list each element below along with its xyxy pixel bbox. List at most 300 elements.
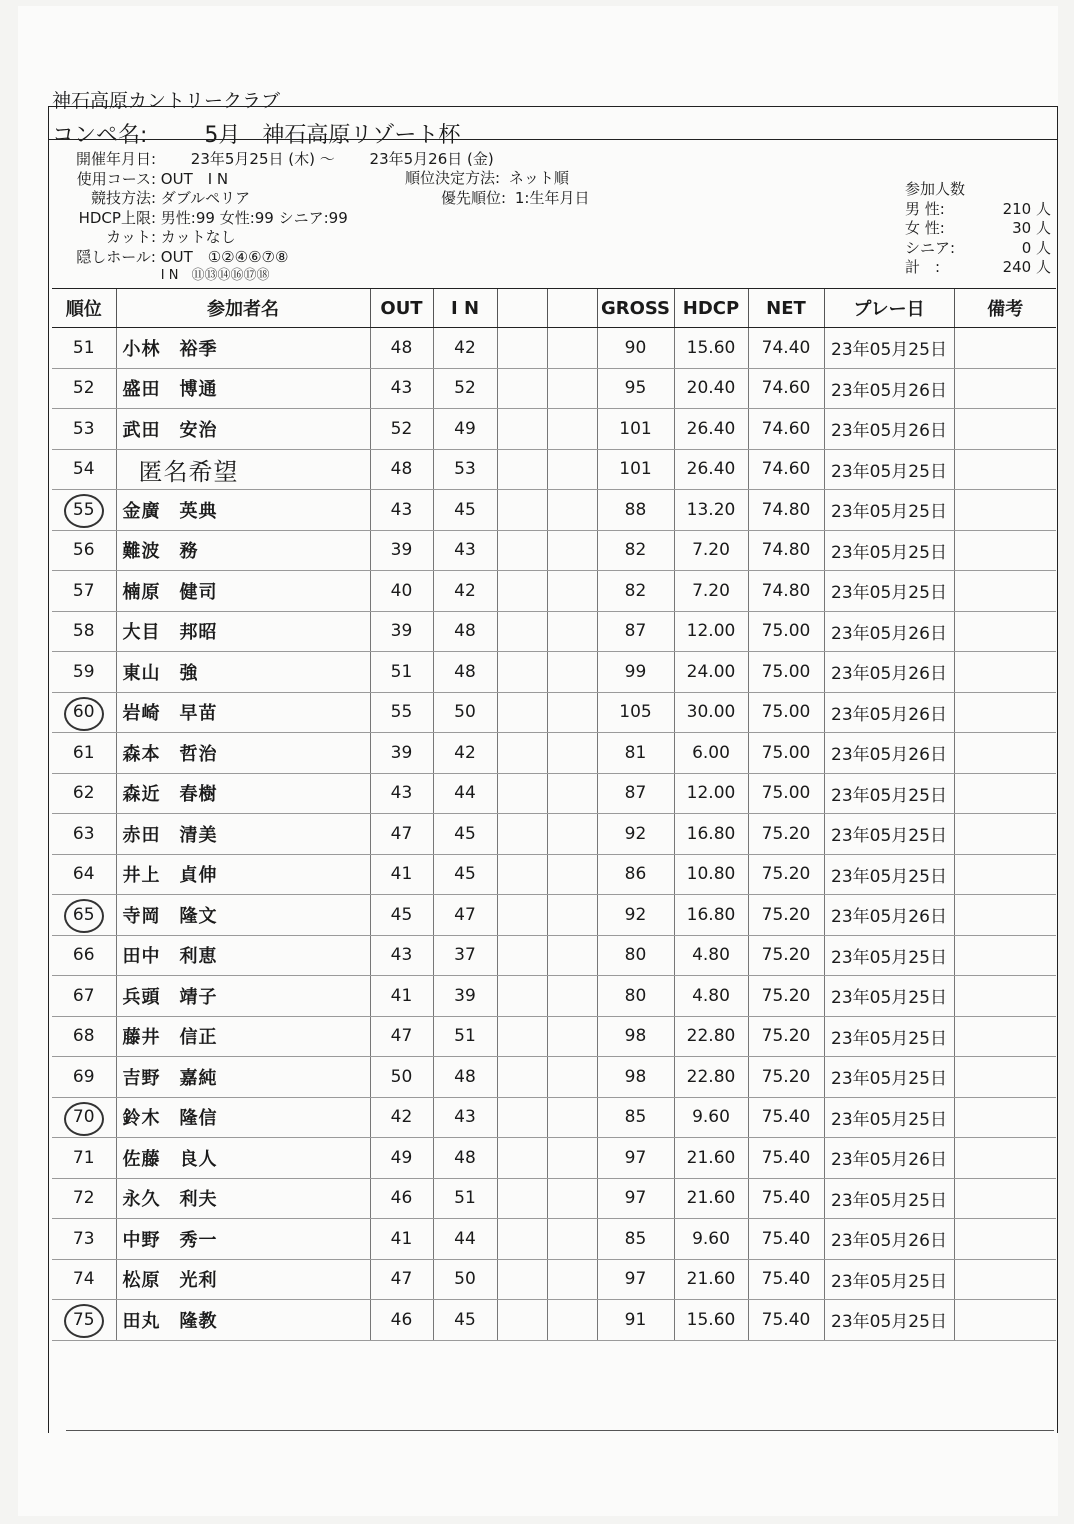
hdcp-text: 9.60	[692, 1228, 730, 1249]
in-score-text: 48	[454, 1066, 476, 1087]
play-date-text: 23年05月26日	[831, 664, 947, 685]
priority-label: 優先順位:	[441, 188, 507, 207]
column-header: HDCP	[674, 289, 748, 328]
female-count: 30 人	[1012, 219, 1051, 237]
in-score-text: 52	[454, 378, 476, 399]
remarks-cell	[954, 976, 1056, 1017]
in-score-text: 49	[454, 418, 476, 439]
empty-cell	[547, 935, 597, 976]
net-cell	[748, 895, 824, 936]
name-cell	[116, 814, 370, 855]
gross-text: 92	[624, 904, 647, 925]
hdcp-text: 21.60	[686, 1147, 736, 1168]
gross-text: 87	[624, 783, 647, 804]
rank-text: 66	[72, 945, 95, 966]
out-score-cell	[370, 328, 433, 369]
net-cell	[748, 692, 824, 733]
play-date-text: 23年05月26日	[831, 1231, 947, 1252]
hdcp-cell	[674, 652, 748, 693]
empty-cell	[497, 1138, 547, 1179]
out-score-text: 43	[390, 783, 413, 804]
net-text: 75.00	[761, 783, 811, 804]
remarks-cell	[954, 692, 1056, 733]
out-score-text: 46	[390, 1188, 413, 1209]
hdcp-text: 26.40	[686, 459, 736, 480]
empty-cell	[547, 409, 597, 450]
empty-cell	[547, 368, 597, 409]
play-date-text: 23年05月25日	[831, 1109, 947, 1130]
gross-text: 80	[624, 985, 647, 1006]
in-score-cell	[433, 328, 497, 369]
play-date-text: 23年05月26日	[831, 907, 947, 928]
out-score-text: 41	[390, 1228, 413, 1249]
empty-cell	[497, 652, 547, 693]
hdcp-cell	[674, 976, 748, 1017]
gross-text: 86	[624, 864, 647, 885]
net-cell	[748, 490, 824, 531]
header-row	[52, 289, 1056, 328]
out-score-text: 41	[390, 985, 413, 1006]
footer-line	[66, 1430, 1054, 1431]
table-row	[52, 733, 1056, 774]
out-score-cell	[370, 935, 433, 976]
empty-cell	[547, 895, 597, 936]
in-score-text: 48	[454, 1147, 476, 1168]
participants-box	[905, 180, 1051, 278]
name-text: 藤井 信正	[122, 1027, 218, 1049]
net-cell	[748, 449, 824, 490]
empty-cell	[547, 1057, 597, 1098]
empty-cell	[547, 1097, 597, 1138]
rank-text: 73	[72, 1228, 95, 1249]
gross-cell	[597, 328, 674, 369]
method-value: ダブルペリア	[160, 189, 251, 207]
out-score-text: 49	[390, 1147, 413, 1168]
name-cell	[116, 1259, 370, 1300]
gross-text: 85	[624, 1228, 647, 1249]
hdcp-text: 9.60	[692, 1107, 730, 1128]
in-score-text: 47	[454, 904, 476, 925]
play-date-text: 23年05月25日	[831, 542, 947, 563]
in-score-text: 44	[454, 783, 476, 804]
ranking-value: ネット順	[508, 169, 569, 187]
column-header: GROSS	[597, 289, 674, 328]
gross-text: 92	[624, 823, 647, 844]
column-header: OUT	[370, 289, 433, 328]
play-date-text: 23年05月26日	[831, 1150, 947, 1171]
hdcp-cell	[674, 1219, 748, 1260]
play-date-text: 23年05月26日	[831, 380, 947, 401]
remarks-cell	[954, 1057, 1056, 1098]
table-row	[52, 368, 1056, 409]
rank-text: 65	[72, 904, 95, 925]
play-date-text: 23年05月25日	[831, 1312, 947, 1333]
date-from: 23年5月25日 (木) ～	[190, 150, 335, 168]
net-cell	[748, 976, 824, 1017]
net-text: 75.20	[761, 945, 811, 966]
play-date-cell	[824, 976, 954, 1017]
out-score-cell	[370, 814, 433, 855]
net-text: 75.40	[761, 1107, 811, 1128]
hdcp-text: 21.60	[686, 1269, 736, 1290]
play-date-text: 23年05月25日	[831, 1271, 947, 1292]
play-date-cell	[824, 692, 954, 733]
table-row	[52, 571, 1056, 612]
net-text: 75.00	[761, 661, 811, 682]
total-count: 240 人	[1002, 258, 1051, 276]
remarks-cell	[954, 1259, 1056, 1300]
table-row	[52, 773, 1056, 814]
in-score-cell	[433, 1138, 497, 1179]
gross-cell	[597, 490, 674, 531]
gross-cell	[597, 530, 674, 571]
remarks-cell	[954, 328, 1056, 369]
net-cell	[748, 1259, 824, 1300]
net-text: 75.20	[761, 864, 811, 885]
table-row	[52, 1138, 1056, 1179]
in-score-cell	[433, 409, 497, 450]
out-score-text: 46	[390, 1309, 413, 1330]
name-text: 大目 邦昭	[122, 622, 218, 644]
name-cell	[116, 571, 370, 612]
table-row	[52, 328, 1056, 369]
remarks-cell	[954, 449, 1056, 490]
method-label: 競技方法:	[90, 189, 156, 207]
hidden-holes-out: OUT ①②④⑥⑦⑧	[160, 247, 289, 266]
play-date-cell	[824, 1057, 954, 1098]
out-score-text: 43	[390, 499, 413, 520]
remarks-cell	[954, 1016, 1056, 1057]
in-score-text: 51	[454, 1026, 476, 1047]
gross-text: 85	[624, 1107, 647, 1128]
rank-text: 72	[72, 1188, 95, 1209]
rank-cell	[52, 733, 116, 774]
column-header	[497, 289, 547, 328]
hdcp-cell	[674, 530, 748, 571]
rank-cell	[52, 611, 116, 652]
in-score-cell	[433, 652, 497, 693]
net-cell	[748, 368, 824, 409]
play-date-text: 23年05月25日	[831, 866, 947, 887]
name-text: 松原 光利	[122, 1270, 218, 1292]
out-score-text: 39	[390, 621, 413, 642]
remarks-cell	[954, 854, 1056, 895]
play-date-text: 23年05月25日	[831, 947, 947, 968]
rank-text: 69	[72, 1066, 95, 1087]
remarks-cell	[954, 935, 1056, 976]
play-date-cell	[824, 1016, 954, 1057]
play-date-cell	[824, 530, 954, 571]
name-text: 楠原 健司	[122, 581, 218, 603]
empty-cell	[497, 976, 547, 1017]
net-text: 75.20	[761, 1026, 811, 1047]
name-cell	[116, 652, 370, 693]
net-cell	[748, 1138, 824, 1179]
empty-cell	[547, 854, 597, 895]
competition-name: 5月 神石高原リゾート杯	[204, 123, 461, 148]
name-text: 森本 哲治	[122, 743, 218, 765]
rank-cell	[52, 1057, 116, 1098]
gross-cell	[597, 1097, 674, 1138]
table-row	[52, 814, 1056, 855]
out-score-cell	[370, 1300, 433, 1341]
out-score-text: 39	[390, 742, 413, 763]
in-score-text: 42	[454, 337, 476, 358]
net-cell	[748, 935, 824, 976]
name-text: 佐藤 良人	[122, 1148, 218, 1170]
play-date-cell	[824, 895, 954, 936]
gross-text: 98	[624, 1066, 647, 1087]
hdcp-cell	[674, 1057, 748, 1098]
out-score-cell	[370, 1219, 433, 1260]
remarks-cell	[954, 409, 1056, 450]
play-date-cell	[824, 1178, 954, 1219]
gross-cell	[597, 814, 674, 855]
name-cell	[116, 733, 370, 774]
rank-text: 56	[72, 540, 95, 561]
remarks-cell	[954, 1300, 1056, 1341]
rank-cell	[52, 652, 116, 693]
cut-value: カットなし	[160, 228, 236, 246]
participants-title: 参加人数	[905, 180, 966, 198]
date-to: 23年5月26日 (金)	[369, 150, 494, 168]
gross-text: 97	[624, 1147, 647, 1168]
empty-cell	[497, 530, 547, 571]
hdcp-text: 16.80	[686, 904, 736, 925]
rank-text: 55	[72, 499, 95, 520]
total-label: 計 :	[905, 258, 941, 276]
rank-cell	[52, 1219, 116, 1260]
hdcp-cell	[674, 733, 748, 774]
play-date-cell	[824, 733, 954, 774]
hdcp-cell	[674, 571, 748, 612]
in-score-cell	[433, 976, 497, 1017]
in-score-cell	[433, 1097, 497, 1138]
senior-count: 0 人	[1021, 238, 1051, 257]
out-score-text: 51	[390, 661, 413, 682]
hdcp-cell	[674, 854, 748, 895]
net-cell	[748, 409, 824, 450]
remarks-cell	[954, 652, 1056, 693]
gross-cell	[597, 611, 674, 652]
table-row	[52, 530, 1056, 571]
rank-text: 54	[72, 459, 95, 480]
in-score-text: 51	[454, 1188, 476, 1209]
table-row	[52, 692, 1056, 733]
net-cell	[748, 652, 824, 693]
rank-text: 70	[72, 1107, 95, 1128]
play-date-cell	[824, 449, 954, 490]
empty-cell	[497, 409, 547, 450]
play-date-cell	[824, 1300, 954, 1341]
hdcp-text: 7.20	[692, 580, 730, 601]
rank-text: 63	[72, 823, 95, 844]
in-score-text: 53	[454, 459, 476, 480]
play-date-text: 23年05月25日	[831, 340, 947, 361]
out-score-cell	[370, 773, 433, 814]
table-row	[52, 1300, 1056, 1341]
net-text: 74.60	[761, 459, 811, 480]
in-score-text: 48	[454, 621, 476, 642]
gross-text: 101	[619, 459, 652, 480]
out-score-cell	[370, 1097, 433, 1138]
net-text: 74.60	[761, 378, 811, 399]
name-cell	[116, 773, 370, 814]
name-cell	[116, 1300, 370, 1341]
empty-cell	[547, 611, 597, 652]
course-label: 使用コース:	[76, 169, 156, 188]
hdcp-cell	[674, 490, 748, 531]
gross-cell	[597, 976, 674, 1017]
table-row	[52, 935, 1056, 976]
hdcp-text: 22.80	[686, 1066, 736, 1087]
name-cell	[116, 1057, 370, 1098]
empty-cell	[497, 773, 547, 814]
out-score-cell	[370, 1259, 433, 1300]
gross-text: 95	[624, 378, 647, 399]
out-score-cell	[370, 409, 433, 450]
net-cell	[748, 328, 824, 369]
rank-cell	[52, 328, 116, 369]
gross-text: 82	[624, 580, 647, 601]
gross-cell	[597, 733, 674, 774]
rank-cell	[52, 814, 116, 855]
hdcp-cell	[674, 1300, 748, 1341]
male-count: 210 人	[1002, 199, 1051, 218]
hdcp-cell	[674, 409, 748, 450]
rank-text: 51	[72, 337, 95, 358]
empty-cell	[497, 854, 547, 895]
rank-cell	[52, 854, 116, 895]
name-text: 金廣 英典	[122, 500, 218, 522]
hdcp-text: 21.60	[686, 1188, 736, 1209]
name-text: 田中 利恵	[122, 946, 218, 968]
name-cell	[116, 328, 370, 369]
in-score-cell	[433, 571, 497, 612]
net-text: 75.00	[761, 621, 811, 642]
rank-cell	[52, 976, 116, 1017]
name-text: 赤田 清美	[122, 824, 218, 846]
table-row	[52, 409, 1056, 450]
date-label: 開催年月日:	[75, 150, 156, 168]
name-text: 中野 秀一	[122, 1229, 218, 1251]
out-score-cell	[370, 1178, 433, 1219]
gross-cell	[597, 449, 674, 490]
play-date-cell	[824, 490, 954, 531]
name-cell	[116, 935, 370, 976]
in-score-text: 43	[454, 1107, 476, 1128]
gross-cell	[597, 571, 674, 612]
hdcp-cell	[674, 328, 748, 369]
in-score-text: 50	[454, 702, 476, 723]
empty-cell	[497, 611, 547, 652]
empty-cell	[497, 935, 547, 976]
gross-text: 90	[624, 337, 647, 358]
in-score-cell	[433, 1219, 497, 1260]
gross-cell	[597, 409, 674, 450]
out-score-cell	[370, 733, 433, 774]
column-header: 参加者名	[116, 289, 370, 328]
play-date-cell	[824, 854, 954, 895]
in-score-text: 45	[454, 864, 476, 885]
name-cell	[116, 449, 370, 490]
play-date-text: 23年05月25日	[831, 1190, 947, 1211]
empty-cell	[547, 1259, 597, 1300]
rank-cell	[52, 773, 116, 814]
out-score-cell	[370, 449, 433, 490]
gross-text: 81	[624, 742, 647, 763]
gross-cell	[597, 895, 674, 936]
gross-cell	[597, 368, 674, 409]
senior-label: シニア:	[905, 238, 956, 257]
net-text: 75.40	[761, 1269, 811, 1290]
net-text: 75.00	[761, 702, 811, 723]
gross-cell	[597, 1138, 674, 1179]
play-date-cell	[824, 328, 954, 369]
gross-text: 98	[624, 1026, 647, 1047]
name-text: 井上 貞伸	[122, 865, 218, 887]
competition-label: コンペ名:	[52, 123, 148, 148]
play-date-text: 23年05月25日	[831, 1069, 947, 1090]
out-score-cell	[370, 854, 433, 895]
empty-cell	[547, 530, 597, 571]
name-text: 兵頭 靖子	[122, 986, 218, 1008]
net-text: 75.40	[761, 1188, 811, 1209]
in-score-cell	[433, 935, 497, 976]
table-row	[52, 1219, 1056, 1260]
rank-text: 67	[72, 985, 95, 1006]
empty-cell	[497, 1097, 547, 1138]
hdcp-text: 16.80	[686, 823, 736, 844]
in-score-text: 39	[454, 985, 476, 1006]
in-score-cell	[433, 368, 497, 409]
play-date-cell	[824, 1219, 954, 1260]
hand-drawn-circle-mark	[64, 494, 104, 528]
rank-text: 58	[72, 621, 95, 642]
in-score-text: 45	[454, 499, 476, 520]
out-score-text: 42	[390, 1107, 413, 1128]
in-score-cell	[433, 692, 497, 733]
name-cell	[116, 1138, 370, 1179]
empty-cell	[547, 328, 597, 369]
table-row	[52, 1097, 1056, 1138]
in-score-text: 50	[454, 1269, 476, 1290]
remarks-cell	[954, 490, 1056, 531]
net-text: 75.20	[761, 985, 811, 1006]
net-cell	[748, 1300, 824, 1341]
out-score-cell	[370, 368, 433, 409]
column-header	[547, 289, 597, 328]
remarks-cell	[954, 733, 1056, 774]
net-text: 75.20	[761, 1066, 811, 1087]
rank-cell	[52, 449, 116, 490]
hand-drawn-circle-mark	[64, 1304, 104, 1338]
table-row	[52, 449, 1056, 490]
gross-cell	[597, 1057, 674, 1098]
hdcp-cell	[674, 814, 748, 855]
play-date-text: 23年05月25日	[831, 785, 947, 806]
divider	[48, 139, 1058, 140]
remarks-cell	[954, 368, 1056, 409]
rank-cell	[52, 1300, 116, 1341]
hdcp-text: 30.00	[686, 702, 736, 723]
out-score-text: 48	[390, 459, 413, 480]
rank-cell	[52, 935, 116, 976]
gross-text: 88	[624, 499, 647, 520]
gross-text: 97	[624, 1188, 647, 1209]
net-cell	[748, 1178, 824, 1219]
rank-cell	[52, 692, 116, 733]
